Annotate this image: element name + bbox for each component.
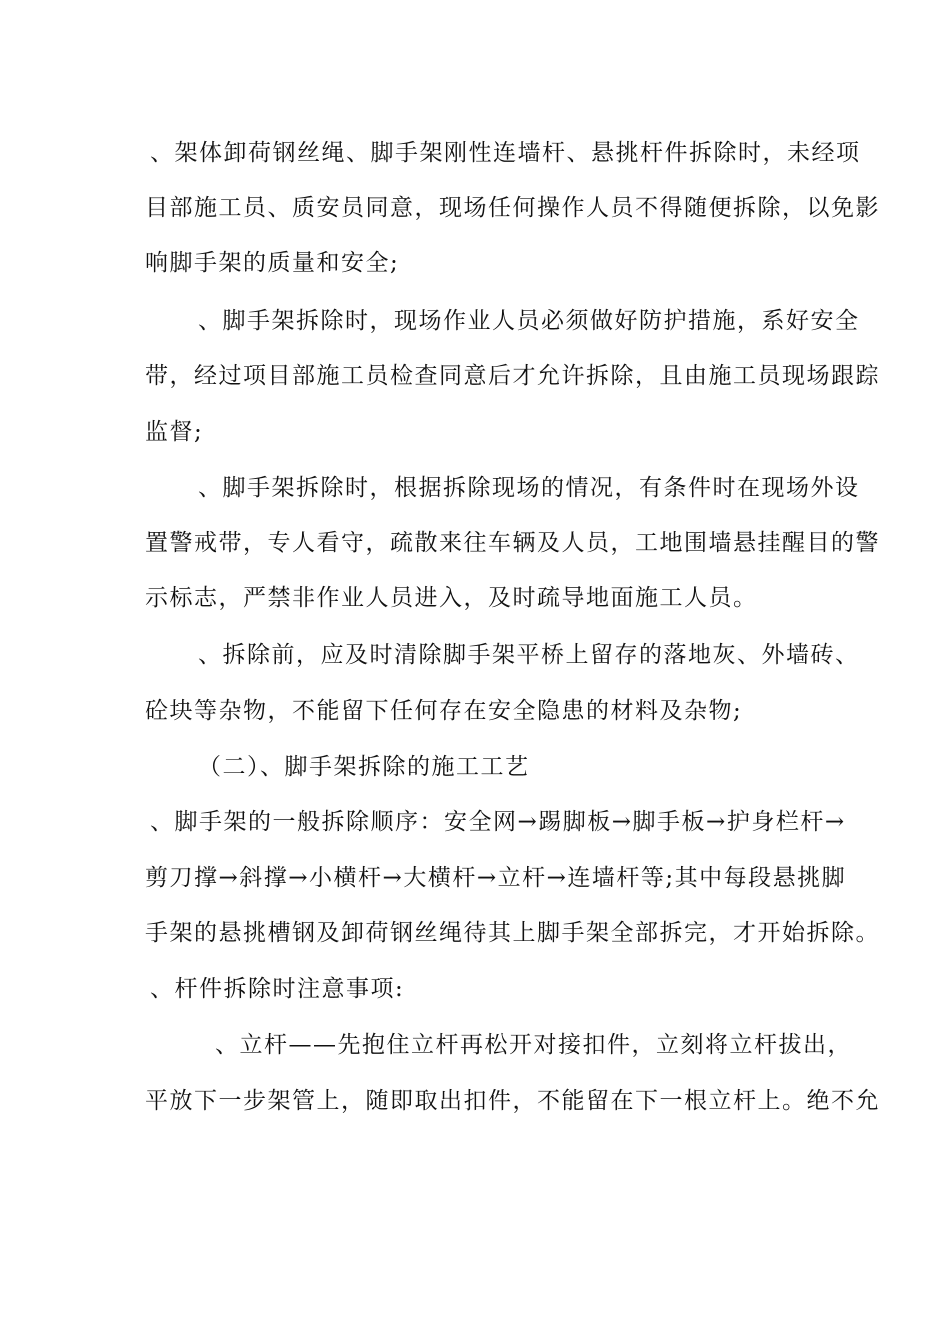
text-line-4: 、脚手架拆除时，现场作业人员必须做好防护措施，系好安全 <box>198 308 860 334</box>
text-line-6: 监督; <box>145 419 204 445</box>
text-line-2: 目部施工员、质安员同意，现场任何操作人员不得随便拆除，以免影 <box>145 195 880 221</box>
text-line-18: 平放下一步架管上，随即取出扣件，不能留在下一根立杆上。绝不允 <box>145 1088 880 1114</box>
section-heading: （二）、脚手架拆除的施工工艺 <box>198 754 530 780</box>
text-line-7: 、脚手架拆除时，根据拆除现场的情况，有条件时在现场外设 <box>198 475 860 501</box>
text-line-14: 剪刀撑→斜撑→小横杆→大横杆→立杆→连墙杆等;其中每段悬挑脚 <box>145 865 847 891</box>
text-line-3: 响脚手架的质量和安全; <box>145 250 400 276</box>
text-line-1: 、架体卸荷钢丝绳、脚手架刚性连墙杆、悬挑杆件拆除时，未经项 <box>150 140 861 166</box>
text-line-16: 、杆件拆除时注意事项: <box>150 976 405 1002</box>
text-line-10: 、拆除前，应及时清除脚手架平桥上留存的落地灰、外墙砖、 <box>198 642 860 668</box>
text-line-5: 带，经过项目部施工员检查同意后才允许拆除，且由施工员现场跟踪 <box>145 363 880 389</box>
text-line-13: 、脚手架的一般拆除顺序：安全网→踢脚板→脚手板→护身栏杆→ <box>150 809 846 835</box>
text-line-8: 置警戒带，专人看守，疏散来往车辆及人员，工地围墙悬挂醒目的警 <box>145 530 880 556</box>
text-line-17: 、立杆——先抱住立杆再松开对接扣件，立刻将立杆拔出， <box>215 1032 852 1058</box>
text-line-15: 手架的悬挑槽钢及卸荷钢丝绳待其上脚手架全部拆完，才开始拆除。 <box>145 920 880 946</box>
text-line-9: 示标志，严禁非作业人员进入，及时疏导地面施工人员。 <box>145 585 758 611</box>
text-line-11: 砼块等杂物，不能留下任何存在安全隐患的材料及杂物; <box>145 698 743 724</box>
